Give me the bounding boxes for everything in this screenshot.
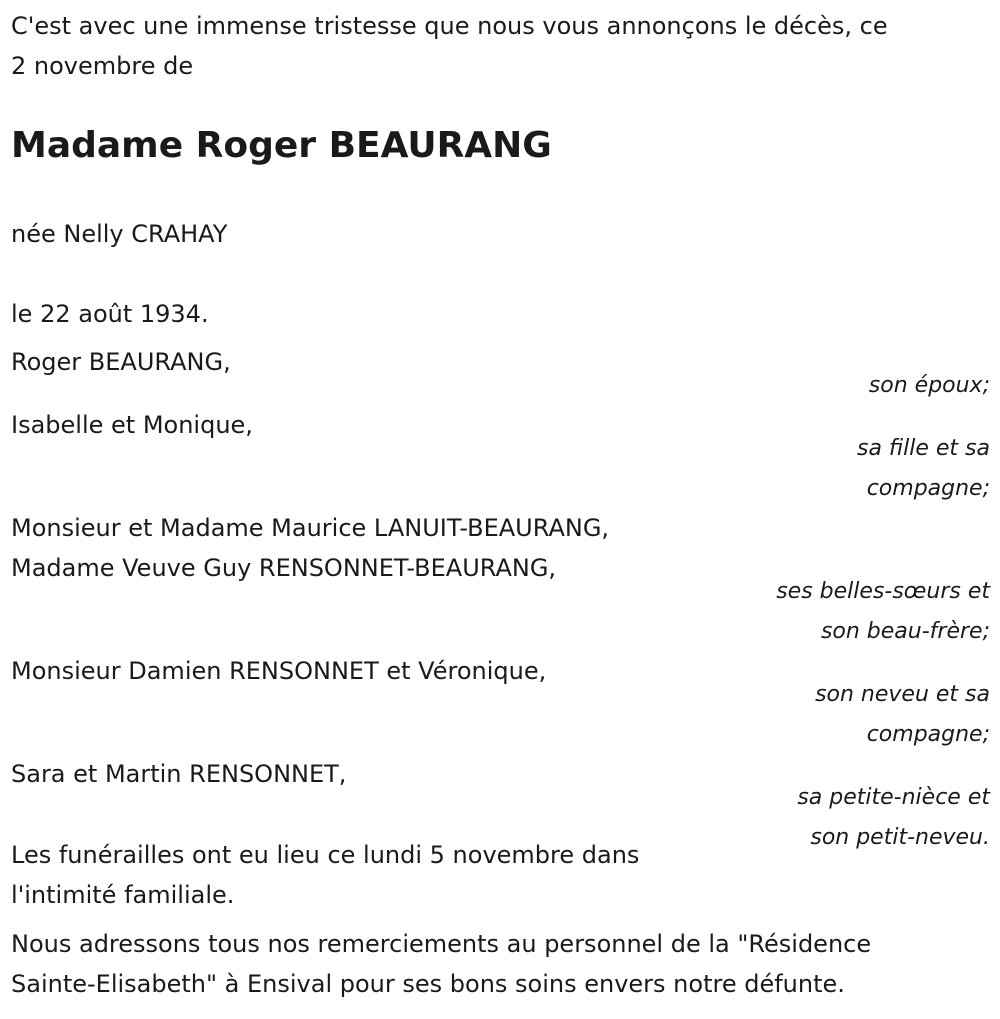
funeral-line-1: Les funérailles ont eu lieu ce lundi 5 novembre dans [11, 841, 640, 869]
intro-line-2: 2 novembre de [11, 52, 194, 80]
deceased-name: Madame Roger BEAURANG [11, 125, 552, 166]
family-member-name: Isabelle et Monique, [11, 411, 253, 439]
thanks-line-2: Sainte-Elisabeth" à Ensival pour ses bons soins envers notre défunte. [11, 970, 845, 998]
maiden-name: née Nelly CRAHAY [11, 220, 228, 248]
family-member-name: Monsieur et Madame Maurice LANUIT-BEAURANG, [11, 514, 610, 542]
family-relation: son beau-frère; [820, 619, 990, 644]
thanks-line-1: Nous adressons tous nos remerciements au personnel de la "Résidence [11, 930, 872, 958]
funeral-line-2: l'intimité familiale. [11, 881, 235, 909]
family-relation: ses belles-sœurs et [776, 579, 990, 604]
family-member-name: Monsieur Damien RENSONNET et Véronique, [11, 657, 547, 685]
family-relation: son neveu et sa [815, 682, 990, 707]
family-relation: compagne; [866, 722, 990, 747]
family-relation: son petit-neveu. [810, 825, 990, 850]
birth-date: le 22 août 1934. [11, 300, 209, 328]
family-relation: sa fille et sa [857, 436, 990, 461]
family-relation: sa petite-nièce et [797, 785, 990, 810]
intro-line-1: C'est avec une immense tristesse que nous vous annonçons le décès, ce [11, 12, 888, 40]
family-relation: son époux; [868, 373, 990, 398]
family-relation: compagne; [866, 476, 990, 501]
family-member-name: Madame Veuve Guy RENSONNET-BEAURANG, [11, 554, 557, 582]
family-member-name: Roger BEAURANG, [11, 348, 231, 376]
family-member-name: Sara et Martin RENSONNET, [11, 760, 347, 788]
